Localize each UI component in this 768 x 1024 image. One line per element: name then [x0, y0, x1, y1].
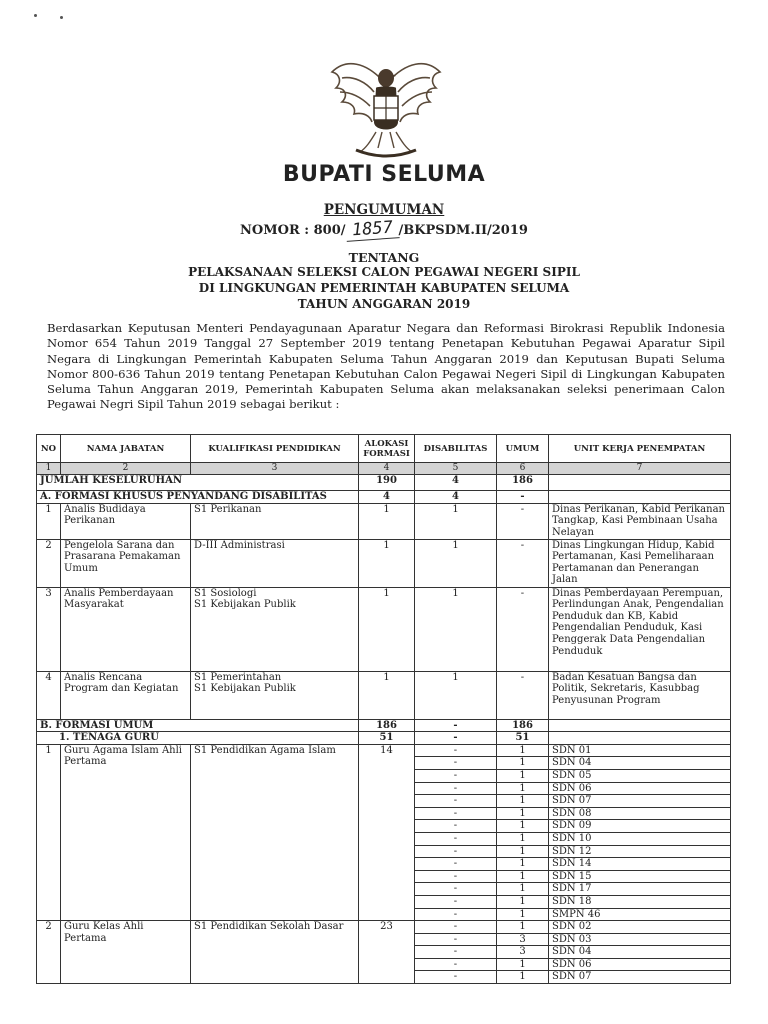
subsection-b1-unit: [549, 732, 731, 745]
table-header-row: [37, 435, 731, 463]
row-disabilitas: 1: [415, 539, 497, 587]
col-number: 5: [415, 463, 497, 475]
row-jabatan: Guru Agama Islam Ahli Pertama: [61, 744, 191, 920]
placement-umum: 1: [497, 958, 549, 971]
table-row: [37, 503, 731, 539]
section-b-umum: 186: [497, 719, 549, 732]
row-kualifikasi: D-III Administrasi: [191, 539, 359, 587]
placement-unit: SDN 03: [549, 933, 731, 946]
placement-umum: 1: [497, 820, 549, 833]
placement-umum: 1: [497, 858, 549, 871]
row-no: 4: [37, 671, 61, 719]
placement-disabilitas: -: [415, 870, 497, 883]
row-disabilitas: 1: [415, 671, 497, 719]
row-kualifikasi: S1 Pendidikan Sekolah Dasar: [191, 921, 359, 984]
row-no: 1: [37, 744, 61, 920]
row-unit: Badan Kesatuan Bangsa dan Politik, Sekretaris, Kasubbag Penyusunan Program: [549, 671, 731, 719]
table-row: [37, 539, 731, 587]
section-a-row: [37, 491, 731, 504]
total-row: [37, 475, 731, 491]
placement-umum: 1: [497, 908, 549, 921]
total-alokasi: 190: [359, 475, 415, 491]
row-disabilitas: 1: [415, 587, 497, 671]
placement-unit: SDN 06: [549, 958, 731, 971]
col-number: 4: [359, 463, 415, 475]
placement-unit: SDN 07: [549, 795, 731, 808]
section-a-disabilitas: 4: [415, 491, 497, 504]
row-umum: -: [497, 503, 549, 539]
row-alokasi: 14: [359, 744, 415, 920]
placement-disabilitas: -: [415, 832, 497, 845]
row-jabatan: Guru Kelas Ahli Pertama: [61, 921, 191, 984]
row-disabilitas: 1: [415, 503, 497, 539]
number-suffix: /BKPSDM.II/2019: [398, 223, 528, 238]
header-jabatan: NAMA JABATAN: [61, 435, 191, 463]
placement-disabilitas: -: [415, 858, 497, 871]
placement-disabilitas: -: [415, 921, 497, 934]
placement-umum: 1: [497, 921, 549, 934]
row-unit: Dinas Pemberdayaan Perempuan, Perlindungan Anak, Pengendalian Penduduk dan KB, Kabid Pengendalian Penduduk, Kasi Penggerak Data Pengendalian Penduduk: [549, 587, 731, 671]
placement-umum: 3: [497, 946, 549, 959]
header-unit: UNIT KERJA PENEMPATAN: [549, 435, 731, 463]
scan-mark: [60, 16, 63, 19]
placement-unit: SDN 04: [549, 946, 731, 959]
row-alokasi: 1: [359, 539, 415, 587]
subject-line-3: TAHUN ANGGARAN 2019: [297, 297, 471, 311]
placement-umum: 1: [497, 782, 549, 795]
col-number: 7: [549, 463, 731, 475]
placement-disabilitas: -: [415, 933, 497, 946]
table-row: [37, 587, 731, 671]
placement-unit: SDN 07: [549, 971, 731, 984]
garuda-emblem-icon: [326, 52, 446, 162]
placement-disabilitas: -: [415, 908, 497, 921]
placement-unit: SDN 09: [549, 820, 731, 833]
placement-unit: SMPN 46: [549, 908, 731, 921]
placement-unit: SDN 06: [549, 782, 731, 795]
header-kualifikasi: KUALIFIKASI PENDIDIKAN: [191, 435, 359, 463]
section-a-label: A. FORMASI KHUSUS PENYANDANG DISABILITAS: [37, 491, 359, 504]
row-jabatan: Analis Rencana Program dan Kegiatan: [61, 671, 191, 719]
row-no: 2: [37, 539, 61, 587]
column-number-row: [37, 463, 731, 475]
placement-umum: 1: [497, 769, 549, 782]
row-unit: Dinas Lingkungan Hidup, Kabid Pertamanan, Kasi Pemeliharaan Pertamanan dan Penerangan Jalan: [549, 539, 731, 587]
placement-disabilitas: -: [415, 883, 497, 896]
placement-umum: 1: [497, 870, 549, 883]
section-b-alokasi: 186: [359, 719, 415, 732]
row-alokasi: 1: [359, 503, 415, 539]
col-number: 2: [61, 463, 191, 475]
subsection-b1-label: 1. TENAGA GURU: [37, 732, 359, 745]
section-b-unit: [549, 719, 731, 732]
placement-unit: SDN 04: [549, 757, 731, 770]
col-number: 6: [497, 463, 549, 475]
row-kualifikasi: S1 Pendidikan Agama Islam: [191, 744, 359, 920]
subject-line-1: PELAKSANAAN SELEKSI CALON PEGAWAI NEGERI SIPIL: [188, 265, 580, 279]
section-a-unit: [549, 491, 731, 504]
row-umum: -: [497, 539, 549, 587]
placement-disabilitas: -: [415, 782, 497, 795]
header-alokasi: ALOKASI FORMASI: [359, 435, 415, 463]
section-a-alokasi: 4: [359, 491, 415, 504]
placement-row: [37, 921, 731, 934]
placement-umum: 1: [497, 807, 549, 820]
row-alokasi: 23: [359, 921, 415, 984]
placement-row: [37, 744, 731, 757]
placement-unit: SDN 18: [549, 895, 731, 908]
total-disabilitas: 4: [415, 475, 497, 491]
row-no: 2: [37, 921, 61, 984]
col-number: 1: [37, 463, 61, 475]
placement-disabilitas: -: [415, 795, 497, 808]
total-unit: [549, 475, 731, 491]
col-number: 3: [191, 463, 359, 475]
row-kualifikasi: S1 Perikanan: [191, 503, 359, 539]
row-kualifikasi: S1 Pemerintahan S1 Kebijakan Publik: [191, 671, 359, 719]
about-heading: TENTANG: [348, 250, 420, 265]
placement-disabilitas: -: [415, 807, 497, 820]
placement-umum: 1: [497, 895, 549, 908]
placement-umum: 1: [497, 971, 549, 984]
section-b-label: B. FORMASI UMUM: [37, 719, 359, 732]
placement-unit: SDN 17: [549, 883, 731, 896]
header-umum: UMUM: [497, 435, 549, 463]
placement-disabilitas: -: [415, 744, 497, 757]
subsection-b1-row: [37, 732, 731, 745]
placement-unit: SDN 02: [549, 921, 731, 934]
placement-unit: SDN 15: [549, 870, 731, 883]
row-alokasi: 1: [359, 671, 415, 719]
header-disabilitas: DISABILITAS: [415, 435, 497, 463]
formation-table: [36, 434, 731, 984]
placement-disabilitas: -: [415, 820, 497, 833]
total-umum: 186: [497, 475, 549, 491]
handwritten-number: 1857: [345, 217, 399, 242]
number-prefix: NOMOR : 800/: [240, 223, 346, 238]
placement-unit: SDN 01: [549, 744, 731, 757]
document-number: [0, 219, 768, 240]
row-unit: Dinas Perikanan, Kabid Perikanan Tangkap, Kasi Pembinaan Usaha Nelayan: [549, 503, 731, 539]
placement-disabilitas: -: [415, 769, 497, 782]
placement-disabilitas: -: [415, 757, 497, 770]
placement-umum: 1: [497, 832, 549, 845]
announcement-heading: PENGUMUMAN: [323, 202, 445, 218]
placement-umum: 1: [497, 795, 549, 808]
table-row: [37, 671, 731, 719]
placement-umum: 1: [497, 845, 549, 858]
section-a-umum: -: [497, 491, 549, 504]
intro-paragraph: Berdasarkan Keputusan Menteri Pendayagunaan Aparatur Negara dan Reformasi Birokrasi Republik Indonesia Nomor 654 Tahun 2019 Tanggal 27 September 2019 tentang Penetapan Kebutuhan Pegawai Aparatur Sipil Negara di Lingkungan Pemerintah Kabupaten Seluma Tahun Anggaran 2019 dan Keputusan Bupati Seluma Nomor 800-636 Tahun 2019 tentang Penetapan Kebutuhan Calon Pegawai Negeri Sipil di Lingkungan Kabupaten Seluma Tahun Anggaran 2019, Pemerintah Kabupaten Seluma akan melaksanakan seleksi penerimaan Calon Pegawai Negri Sipil Tahun 2019 sebagai berikut :: [47, 321, 725, 412]
placement-unit: SDN 05: [549, 769, 731, 782]
placement-umum: 1: [497, 883, 549, 896]
placement-unit: SDN 08: [549, 807, 731, 820]
placement-disabilitas: -: [415, 971, 497, 984]
section-b-row: [37, 719, 731, 732]
placement-umum: 3: [497, 933, 549, 946]
placement-unit: SDN 10: [549, 832, 731, 845]
placement-unit: SDN 14: [549, 858, 731, 871]
placement-disabilitas: -: [415, 946, 497, 959]
subsection-b1-umum: 51: [497, 732, 549, 745]
page-title: BUPATI SELUMA: [282, 162, 486, 187]
subject-line-2: DI LINGKUNGAN PEMERINTAH KABUPATEN SELUMA: [198, 281, 570, 295]
placement-umum: 1: [497, 744, 549, 757]
placement-disabilitas: -: [415, 845, 497, 858]
row-umum: -: [497, 671, 549, 719]
row-no: 3: [37, 587, 61, 671]
placement-disabilitas: -: [415, 958, 497, 971]
placement-umum: 1: [497, 757, 549, 770]
placement-disabilitas: -: [415, 895, 497, 908]
row-alokasi: 1: [359, 587, 415, 671]
row-jabatan: Analis Budidaya Perikanan: [61, 503, 191, 539]
subsection-b1-disabilitas: -: [415, 732, 497, 745]
subsection-b1-alokasi: 51: [359, 732, 415, 745]
total-label: JUMLAH KESELURUHAN: [37, 475, 359, 491]
row-jabatan: Analis Pemberdayaan Masyarakat: [61, 587, 191, 671]
header-no: NO: [37, 435, 61, 463]
row-no: 1: [37, 503, 61, 539]
scan-mark: [34, 14, 37, 17]
placement-unit: SDN 12: [549, 845, 731, 858]
row-jabatan: Pengelola Sarana dan Prasarana Pemakaman Umum: [61, 539, 191, 587]
row-umum: -: [497, 587, 549, 671]
section-b-disabilitas: -: [415, 719, 497, 732]
row-kualifikasi: S1 Sosiologi S1 Kebijakan Publik: [191, 587, 359, 671]
